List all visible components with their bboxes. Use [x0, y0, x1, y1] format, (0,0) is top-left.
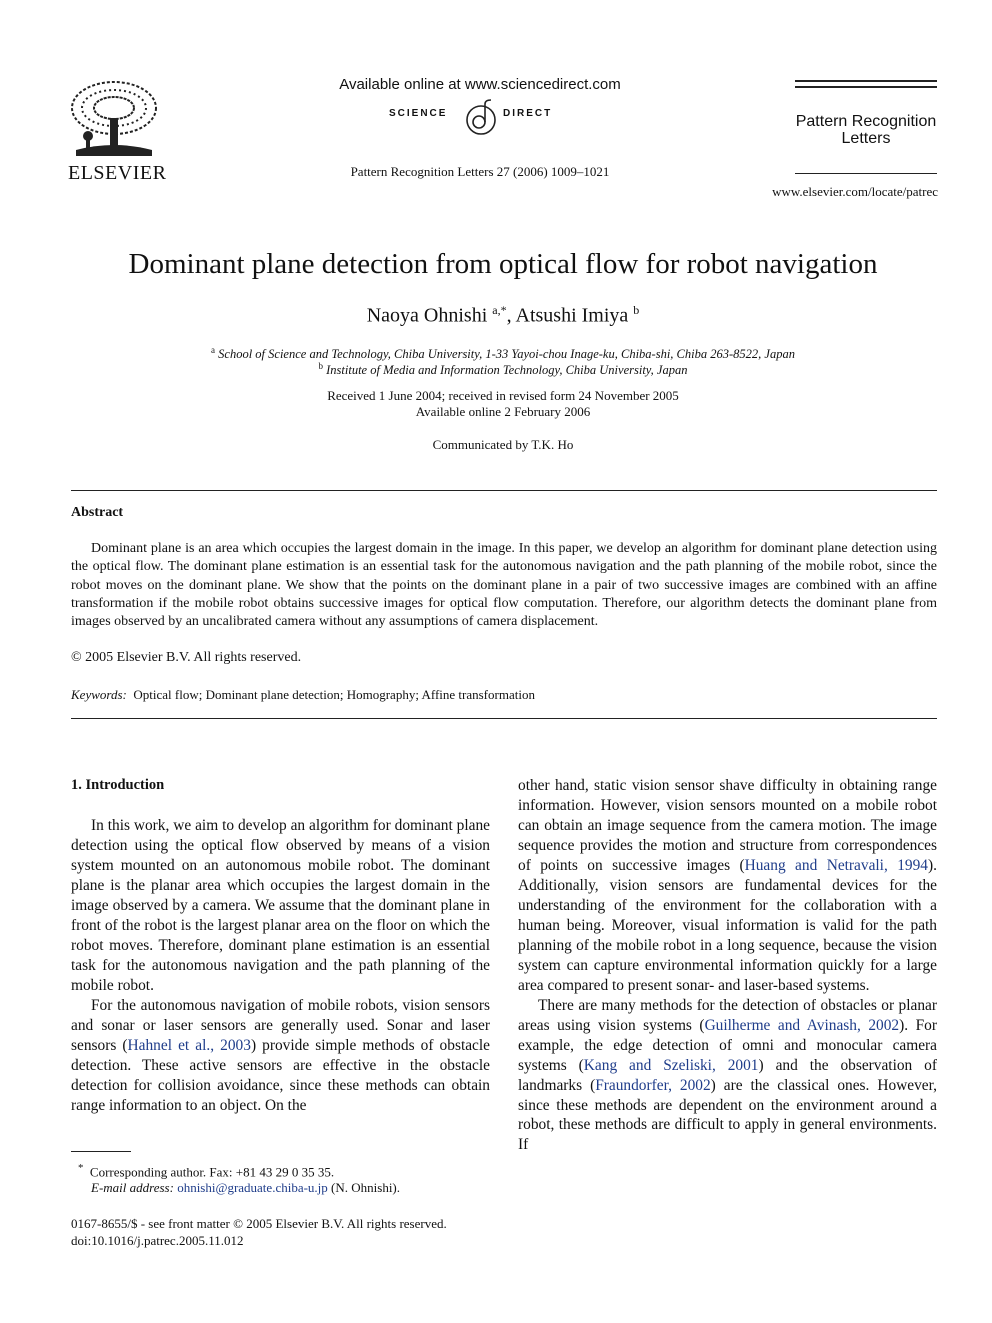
paragraph-3-part-b: ). Additionally, vision sensors are fundamental devices for the understanding of the environment for the collaboration with a human being. Moreover, visual information is valid for the path planning of the mobile robot in a long sequence, because the vision system can capture environmental information quickly for a large area compared to present sonar- and laser-based systems.	[518, 856, 937, 994]
journal-rule-bottom	[795, 173, 937, 174]
journal-rule-top-2	[795, 86, 937, 88]
journal-url-link[interactable]: www.elsevier.com/locate/patrec	[772, 184, 938, 199]
author-2: Atsushi Imiya	[515, 304, 629, 327]
body-column-right	[518, 776, 937, 1155]
footnote-mark: *	[78, 1162, 84, 1174]
doi-line: doi:10.1016/j.patrec.2005.11.012	[71, 1233, 244, 1248]
paragraph-3	[518, 776, 937, 996]
sd-left-word: SCIENCE	[389, 108, 448, 119]
abstract-copyright: © 2005 Elsevier B.V. All rights reserved.	[71, 650, 302, 665]
email-link[interactable]: ohnishi@graduate.chiba-u.jp	[177, 1180, 328, 1195]
author-1: Naoya Ohnishi	[366, 304, 488, 327]
keywords-list: Optical flow; Dominant plane detection; Homography; Affine transformation	[133, 687, 535, 702]
email-label: E-mail address:	[91, 1180, 174, 1195]
journal-rule-top-1	[795, 80, 937, 82]
journal-name-line2: Letters	[841, 130, 891, 147]
reference-link-kang[interactable]: Kang and Szeliski, 2001	[583, 1056, 759, 1074]
paragraph-4-part-b: ). For example, the edge detection of omni and monocular camera systems (	[518, 1016, 938, 1074]
sciencedirect-logo	[385, 98, 575, 138]
paragraph-2-part-a: For the autonomous navigation of mobile robots, vision sensors and sonar or laser sensors are generally used. Sonar and laser sensors (	[71, 996, 490, 1054]
available-online-text: Available online at www.sciencedirect.com	[339, 76, 621, 93]
author-separator: ,	[506, 304, 516, 327]
footnote-email	[91, 1180, 400, 1196]
paragraph-4	[518, 996, 937, 1156]
sd-right-word: DIRECT	[503, 108, 553, 119]
section-heading-introduction: 1. Introduction	[71, 777, 165, 793]
affiliation-b-mark: b	[318, 361, 324, 371]
author-1-affiliation-mark[interactable]: a,*	[492, 303, 507, 317]
author-line	[0, 303, 992, 328]
journal-citation: Pattern Recognition Letters 27 (2006) 1009–1021	[350, 164, 610, 179]
received-dates: Received 1 June 2004; received in revised form 24 November 2005	[327, 388, 679, 403]
journal-name-line1: Pattern Recognition	[795, 113, 937, 130]
sciencedirect-d-icon	[463, 98, 499, 138]
keywords-label: Keywords:	[71, 687, 127, 702]
paragraph-2-part-b: ) provide simple methods of obstacle detection. These active sensors are effective in the obstacle detection for collision avoidance, since these methods can obtain range information to an object. On the	[71, 1036, 490, 1114]
footnote-corresponding-text: Corresponding author. Fax: +81 43 29 0 35 35.	[89, 1164, 335, 1180]
email-suffix: (N. Ohnishi).	[327, 1180, 401, 1195]
reference-link-fraundorfer[interactable]: Fraundorfer, 2002	[595, 1076, 711, 1094]
publisher-name: ELSEVIER	[68, 162, 167, 184]
affiliation-a	[0, 345, 992, 362]
keywords	[71, 687, 535, 703]
footnote-corresponding	[78, 1162, 334, 1180]
affiliation-a-mark: a	[211, 345, 216, 355]
paragraph-4-part-c: ) and the observation of landmarks (	[518, 1056, 938, 1094]
paragraph-2	[71, 996, 490, 1116]
article-title: Dominant plane detection from optical flow for robot navigation	[128, 248, 878, 280]
divider-top	[71, 490, 937, 491]
affiliation-b	[0, 361, 992, 378]
affiliation-a-text: School of Science and Technology, Chiba University, 1-33 Yayoi-chou Inage-ku, Chiba-shi, Chiba 263-8522, Japan	[218, 347, 795, 362]
paragraph-4-part-a: There are many methods for the detection of obstacles or planar areas using vision systems (	[518, 996, 937, 1034]
footnote-rule	[71, 1151, 131, 1152]
journal-name	[790, 113, 942, 147]
paragraph-4-part-d: ) are the classical ones. However, since these methods are dependent on the environment around a robot, these methods are difficult to apply in general environments. If	[518, 1076, 937, 1154]
author-2-affiliation-mark[interactable]: b	[633, 303, 640, 317]
communicated-by: Communicated by T.K. Ho	[432, 437, 574, 452]
paragraph-1: In this work, we aim to develop an algorithm for dominant plane detection using the optical flow observed by means of a vision system mounted on an autonomous mobile robot. The dominant plane is the planar area which occupies the largest domain in the image observed by a camera. We assume that the dominant plane in front of the robot is the largest planar area on the floor on which the robot moves. Therefore, dominant plane estimation is an essential task for the autonomous navigation and the path planning of the mobile robot.	[71, 816, 490, 994]
reference-link-huang[interactable]: Huang and Netravali, 1994	[744, 856, 929, 874]
abstract-text: Dominant plane is an area which occupies the largest domain in the image. In this paper, we develop an algorithm for dominant plane detection using the optical flow. The dominant plane estimation is an essential task for the autonomous navigation and the path planning of the mobile robot, since the robot moves on the dominant plane. We show that the points on the dominant plane in a pair of two successive images are combined with an affine transformation if the mobile robot obtains successive images for optical flow computation. Therefore, our algorithm detects the dominant plane from images observed by an uncalibrated camera without any assumptions of camera displacement.	[71, 541, 937, 630]
abstract-heading: Abstract	[71, 505, 124, 520]
body-column-left	[71, 776, 490, 1116]
reference-link-guilherme[interactable]: Guilherme and Avinash, 2002	[704, 1016, 900, 1034]
front-matter-line: 0167-8655/$ - see front matter © 2005 Elsevier B.V. All rights reserved.	[71, 1216, 447, 1231]
reference-link-hahnel[interactable]: Hahnel et al., 2003	[127, 1036, 251, 1054]
paragraph-3-part-a: other hand, static vision sensor shave difficulty in obtaining range information. However, vision sensors mounted on a mobile robot can obtain an image sequence from the camera motion. The image sequence provides the motion and structure from correspondences of points on successive images (	[518, 777, 937, 874]
affiliation-b-text: Institute of Media and Information Technology, Chiba University, Japan	[326, 363, 688, 378]
available-date: Available online 2 February 2006	[415, 404, 591, 419]
divider-bottom	[71, 718, 937, 719]
